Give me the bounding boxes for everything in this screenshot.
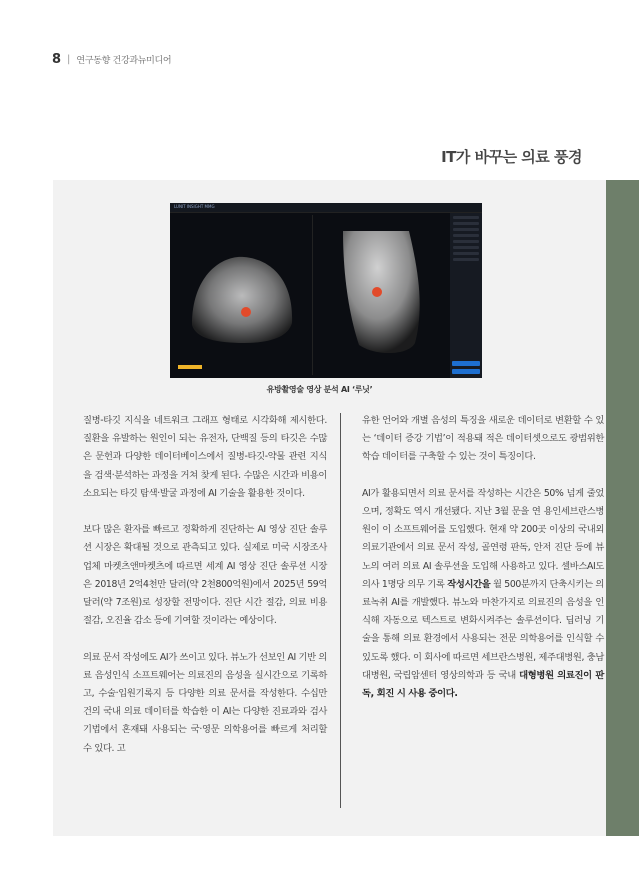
paragraph: 유한 언어와 개별 음성의 특징을 새로운 데이터로 변환할 수 있는 ‘데이터 증강 기법’이 적용돼 적은 데이터셋으로도 광범위한 학습 데이터를 구축할 수 있는 것이 특징이다. [362, 415, 604, 463]
header-title: 연구동향 건강과뉴미디어 [76, 56, 172, 66]
left-column [83, 412, 327, 758]
text-run: 월 500분까지 단축시키는 의료녹취 AI를 개발했다. 뷰노와 마찬가지로 의료진의 음성을 인식해 자동으로 텍스트로 변화시켜주는 솔루션이다. 딥러닝 기술을 통해 의료 환경에서 사용되는 전문 의학용어를 인식할 수 있도록 했다. 이 회사에 따르면 세브란스병원, 제주대병원, 충남대병원, 국립암센터 영상의학과 등 국내 [362, 578, 604, 681]
figure-side-panel [450, 213, 482, 378]
lesion-marker-right [372, 287, 382, 297]
lesion-marker-left [241, 307, 251, 317]
page-number: 8 [52, 52, 62, 67]
figure-topbar [170, 203, 482, 213]
column-divider [340, 413, 341, 808]
header-separator: | [67, 54, 71, 65]
mammogram-right-image [312, 215, 449, 375]
right-column [362, 412, 604, 703]
mammogram-left-image [174, 215, 308, 375]
paragraph: 의료 문서 작성에도 AI가 쓰이고 있다. 뷰노가 선보인 AI 기반 의료 음성인식 소프트웨어는 의료진의 음성을 실시간으로 기록하고, 수술·입원기록지 등 다양한 의료 문서를 작성한다. 수십만 건의 국내 의료 데이터를 학습한 이 AI는 다양한 진료과와 검사기법에서 혼재돼 사용되는 국·영문 의학용어를 빠르게 처리할 수 있다. 고 [83, 651, 327, 754]
text-run: AI가 활용되면서 의료 문서를 작성하는 시간은 50% 넘게 줄었으며, 정확도 역시 개선됐다. 지난 3월 문을 연 용인세브란스병원이 이 소프트웨어를 도입했다. 현재 약 200곳 이상의 국내외 의료기관에서 의료 문서 작성, 골연령 판독, 안저 진단 등에 뷰노의 여러 의료 AI 솔루션을 도입해 사용하고 있다. 셀바스AI도 의사 1명당 의무 기록 [362, 487, 604, 590]
mammography-figure [170, 203, 482, 378]
figure-caption: 유방촬영술 영상 분석 AI ‘루닛’ [266, 385, 373, 394]
page-header [52, 52, 171, 67]
paragraph [362, 485, 604, 703]
side-color-bar [606, 180, 639, 836]
paragraph: 보다 많은 환자를 빠르고 정확하게 진단하는 AI 영상 진단 솔루션 시장은 확대될 것으로 관측되고 있다. 실제로 미국 시장조사 업체 마켓츠앤마켓츠에 따르면 세계 AI 영상 진단 솔루션 시장은 2018년 2억4천만 달러(약 2천800억원)에서 2025년 59억 달러(약 7조원)로 성장할 전망이다. 진단 시간 절감, 의료 비용 절감, 오진율 감소 등에 기여할 것이라는 예상이다. [83, 524, 327, 627]
bold-text: 대형병원 의료진이 판독, 회진 시 사용 중이다. [362, 669, 604, 700]
paragraph: 질병-타깃 지식을 네트워크 그래프 형태로 시각화해 제시한다. 질환을 유발하는 원인이 되는 유전자, 단백질 등의 타깃은 수많은 문헌과 다양한 데이터베이스에서 질병-타깃-약물 관련 지식을 검색·분석하는 과정을 거쳐 찾게 된다. 수많은 시간과 비용이 소요되는 타깃 탐색·발굴 과정에 AI 기술을 활용한 것이다. [83, 415, 327, 499]
section-title: IT가 바꾸는 의료 풍경 [441, 148, 582, 166]
figure-logo: LUNIT INSIGHT MMG [174, 204, 215, 209]
bold-text: 작성시간을 [447, 578, 491, 590]
